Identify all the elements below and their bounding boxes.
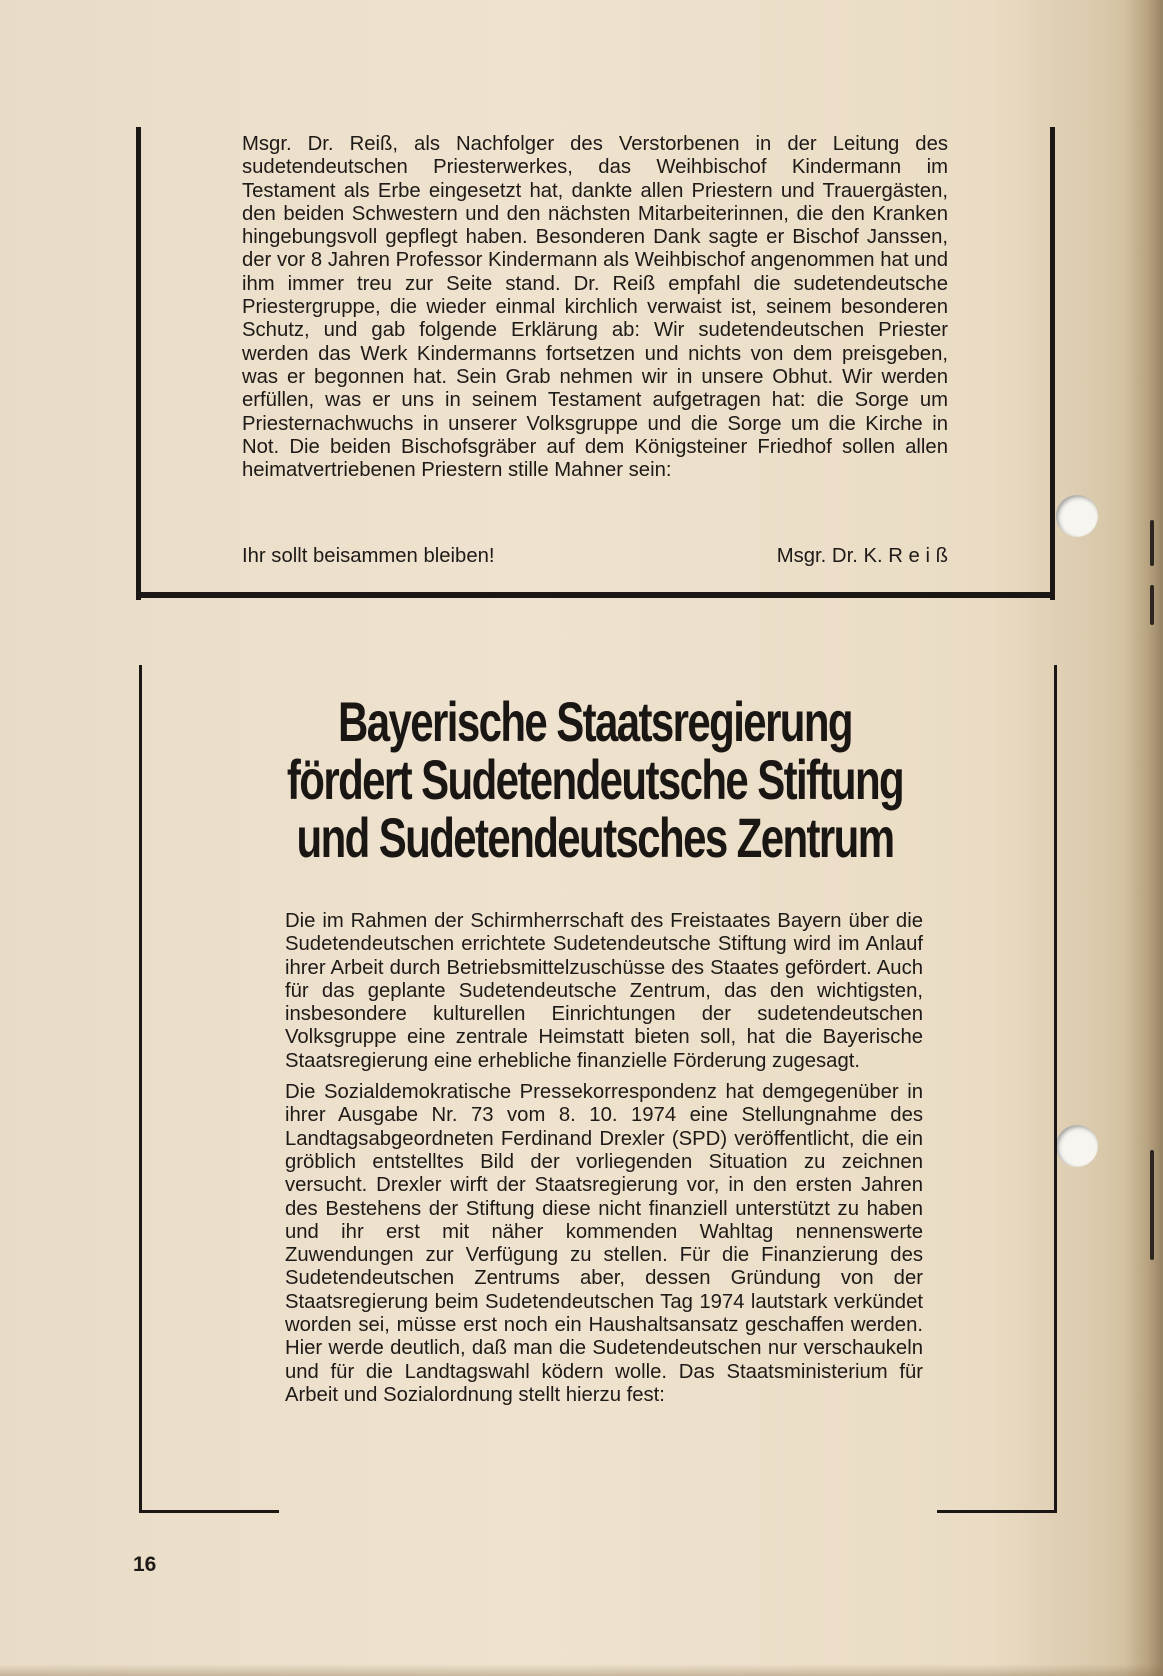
box1-left-rule	[136, 127, 141, 600]
box1-body-text: Msgr. Dr. Reiß, als Nachfolger des Verstorbenen in der Leitung des sudetendeutschen Priesterwerkes, das Weihbischof Kindermann im Testament als Erbe eingesetzt hat, dankte allen Priestern und Trauergästen, den beiden Schwestern und den nächsten Mitarbeiterinnen, die den Kranken hingebungsvoll gepflegt haben. Besonderen Dank sagte er Bischof Janssen, der vor 8 Jahren Professor Kindermann als Weihbischof angenommen hat und ihm immer treu zur Seite stand. Dr. Reiß empfahl die sudetendeutsche Priestergruppe, die wieder einmal kirchlich verwaist ist, seinem besonderen Schutz, und gab folgende Erklärung ab: Wir sudetendeutschen Priester werden das Werk Kindermanns fortsetzen und nichts von dem preisgeben, was er begonnen hat. Sein Grab nehmen wir in unsere Obhut. Wir werden erfüllen, was er uns in seinem Testament aufgetragen hat: die Sorge um Priesternachwuchs in unserer Volksgruppe und die Sorge um die Kirche in Not. Die beiden Bischofsgräber auf dem Königsteiner Friedhof sollen allen heimatvertriebenen Priestern stille Mahner sein:	[242, 133, 948, 482]
box1-closing-line: Ihr sollt beisammen bleiben!	[242, 545, 495, 567]
headline-line-2: fördert Sudetendeutsche Stiftung	[286, 748, 904, 811]
staple-mark	[1150, 520, 1154, 566]
box2-bottom-rule-right	[937, 1510, 1057, 1513]
box2-bottom-rule-left	[139, 1510, 279, 1513]
page-number: 16	[133, 1553, 157, 1576]
box1-signature: Msgr. Dr. K. R e i ß	[776, 545, 948, 567]
page-edge-shadow-right	[1125, 0, 1163, 1676]
headline-line-3: und Sudetendeutsches Zentrum	[296, 806, 894, 869]
box2-right-rule	[1054, 665, 1057, 1513]
punch-hole-bottom	[1056, 1125, 1098, 1167]
box1-bottom-rule	[136, 592, 1055, 598]
box2-left-rule	[139, 665, 142, 1513]
box1-signature-row	[242, 545, 948, 568]
punch-hole-top	[1056, 495, 1098, 537]
box2-headline	[150, 684, 1040, 869]
page-edge-shadow-bottom	[0, 1664, 1163, 1676]
box1-right-rule	[1050, 127, 1055, 600]
headline-line-1: Bayerische Staatsregierung	[338, 690, 852, 753]
box2-text	[285, 910, 923, 1407]
box2-paragraph-1: Die im Rahmen der Schirmherrschaft des Freistaates Bayern über die Sudetendeutschen errichtete Sudetendeutsche Stiftung wird im Anlauf ihrer Arbeit durch Betriebsmittelzuschüsse des Staates gefördert. Auch für das geplante Sudetendeutsche Zentrum, das den wichtigsten, insbesondere kulturellen Einrichtungen der sudetendeutschen Volksgruppe eine zentrale Heimstatt bieten soll, hat die Bayerische Staatsregierung eine erhebliche finanzielle Förderung zugesagt.	[285, 910, 923, 1072]
box2-paragraph-2: Die Sozialdemokratische Pressekorrespondenz hat demgegenüber in ihrer Ausgabe Nr. 73 vom 8. 10. 1974 eine Stellungnahme des Landtagsabgeordneten Ferdinand Drexler (SPD) veröffentlicht, die ein gröblich entstelltes Bild der vorliegenden Situation zu zeichnen versucht. Drexler wirft der Staatsregierung vor, in den ersten Jahren des Bestehens der Stiftung diese nicht finanziell unterstützt zu haben und ihr erst mit näher kommenden Wahltag nennenswerte Zuwendungen zur Verfügung zu stellen. Für die Finanzierung des Sudetendeutschen Zentrums aber, dessen Gründung von der Staatsregierung beim Sudetendeutschen Tag 1974 lautstark verkündet worden sei, müsse erst noch ein Haushaltsansatz geschaffen werden. Hier werde deutlich, daß man die Sudetendeutschen nur verschaukeln und für die Landtagswahl ködern wolle. Das Staatsministerium für Arbeit und Sozialordnung stellt hierzu fest:	[285, 1081, 923, 1406]
box1-paragraph	[242, 133, 948, 482]
staple-mark	[1150, 1210, 1154, 1260]
staple-mark	[1150, 585, 1154, 625]
